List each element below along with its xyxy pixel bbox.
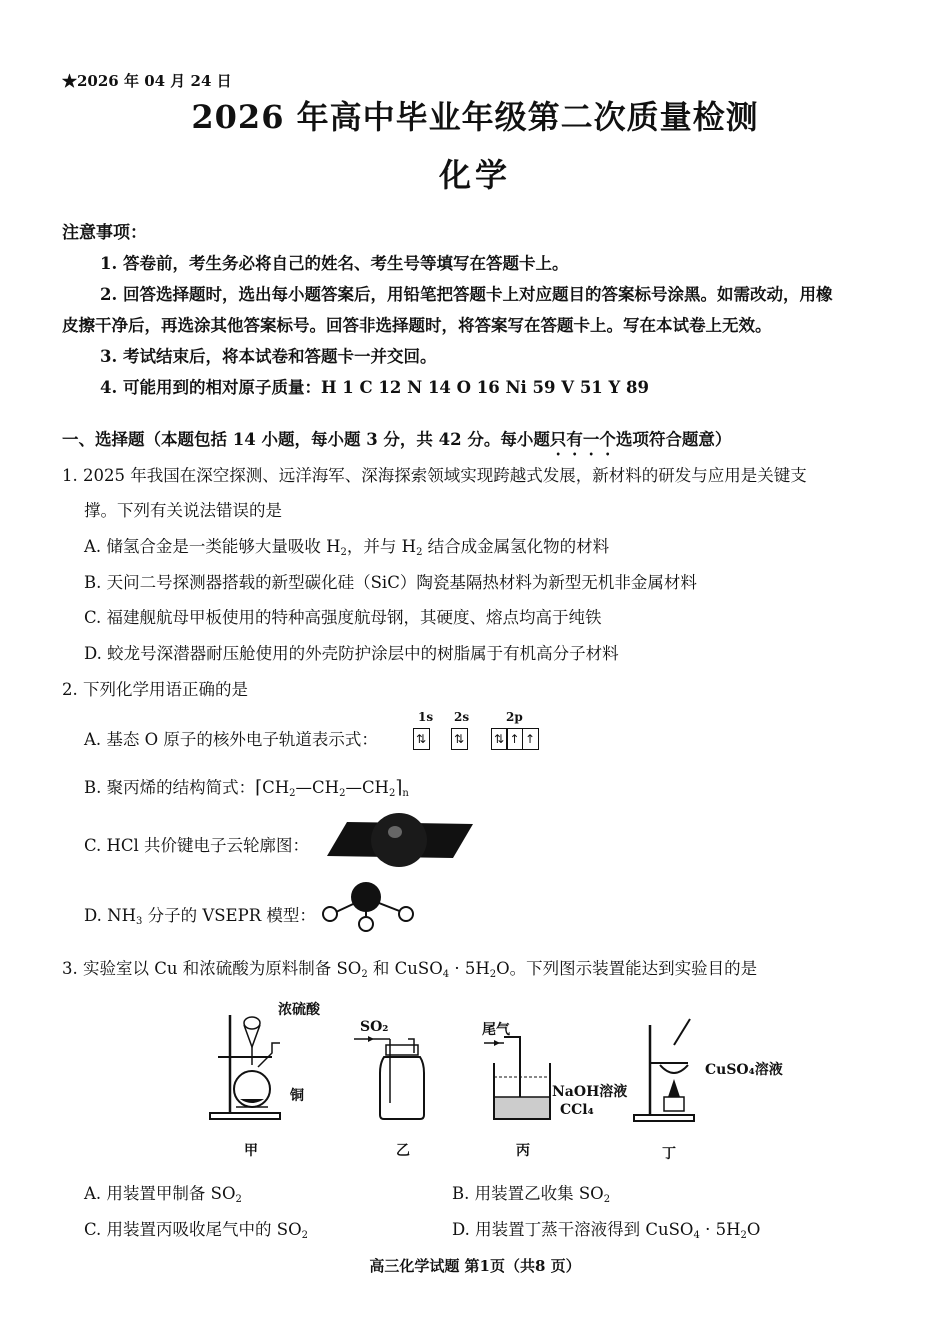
apparatus-name-jia: 甲 [244,1143,258,1159]
orbital-box-2p-1: ⇅ [491,728,508,750]
orbital-box-2p-2: ↑ [506,728,523,750]
subscript: 2 [489,969,497,980]
q1-option-d: D. 蛟龙号深潜器耐压舱使用的外壳防护涂层中的树脂属于有机高分子材料 [84,644,619,663]
exam-date: ★2026 年 04 月 24 日 [62,72,232,90]
subscript: 2 [235,1194,242,1205]
label-naoh: NaOH溶液 [552,1084,628,1100]
subscript: 2 [416,547,423,558]
subscript: 2 [289,788,296,799]
label-ccl4: CCl₄ [560,1102,594,1118]
apparatus-bing-icon [480,1033,560,1123]
subscript: 2 [361,969,368,980]
orbital-label-2s: 2s [454,710,470,724]
formula-part: CH [262,778,290,797]
notice-heading: 注意事项： [62,223,147,243]
subscript: 3 [135,916,143,927]
apparatus-name-yi: 乙 [396,1143,410,1159]
q2-option-b [84,774,409,799]
subscript: 2 [301,1230,308,1241]
q3-option-d [452,1216,760,1241]
notice-item-2a: 2. 回答选择题时，选出每小题答案后，用铅笔把答题卡上对应题目的答案标号涂黑。如需改动，用橡 [100,285,833,304]
subscript-n: n [402,788,409,799]
q3-option-b [452,1180,610,1205]
q3-stem-part3: · 5H [449,959,490,978]
apparatus-figure [200,995,800,1165]
q3-a-text: A. 用装置甲制备 SO [84,1184,236,1203]
apparatus-name-bing: 丙 [516,1143,530,1159]
q1-option-a [84,533,609,558]
q2-option-d [84,902,316,927]
q3-option-a [84,1180,242,1205]
formula-part: —CH [345,778,389,797]
page-footer: 高三化学试题 第1页（共8 页） [369,1257,581,1275]
q1-a-part3: 结合成金属氢化物的材料 [422,537,610,556]
apparatus-ding-icon [630,1005,710,1123]
q3-b-text: B. 用装置乙收集 SO [452,1184,604,1203]
orbital-diagram [412,710,562,756]
formula-part: —CH [295,778,340,797]
subscript: 2 [339,788,346,799]
subscript: 2 [740,1230,747,1241]
q3-c-text: C. 用装置丙吸收尾气中的 SO [84,1220,302,1239]
apparatus-yi-icon [350,1033,440,1123]
subscript: 2 [603,1194,611,1205]
q3-d-text-3: O [746,1220,761,1239]
q2-option-a: A. 基态 O 原子的核外电子轨道表示式： [84,730,378,749]
orbital-box-1s: ⇅ [413,728,430,750]
notice-item-1: 1. 答卷前，考生务必将自己的姓名、考生号等填写在答题卡上。 [100,254,569,273]
orbital-box-2p-3: ↑ [522,728,539,750]
q1-option-b: B. 天问二号探测器搭载的新型碳化硅（SiC）陶瓷基隔热材料为新型无机非金属材料 [84,573,697,592]
q1-stem-a: 1. 2025 年我国在深空探测、远洋海军、深海探索领域实现跨越式发展，新材料的研发与应用是关键支 [62,466,807,485]
label-so2: SO₂ [360,1019,389,1035]
subscript: 2 [340,547,347,558]
q1-a-part1: A. 储氢合金是一类能够大量吸收 H [84,537,341,556]
section-heading [62,426,731,459]
hcl-electron-cloud-icon [325,812,475,868]
exam-title: 2026 年高中毕业年级第二次质量检测 [191,98,759,136]
q3-d-text-1: D. 用装置丁蒸干溶液得到 CuSO [452,1220,694,1239]
q3-d-text-2: · 5H [699,1220,741,1239]
orbital-label-2p: 2p [506,710,523,724]
section-heading-b: 选项符合题意） [615,430,732,449]
q2-stem: 2. 下列化学用语正确的是 [62,680,248,699]
notice-item-4: 4. 可能用到的相对原子质量：H 1 C 12 N 14 O 16 Ni 59 V 51 Y 89 [100,378,650,397]
q3-stem-part4: O。下列图示装置能达到实验目的是 [496,959,758,978]
q1-option-c: C. 福建舰航母甲板使用的特种高强度航母钢，其硬度、熔点均高于纯铁 [84,608,602,627]
exam-subject: 化学 [438,156,511,194]
orbital-box-2s: ⇅ [451,728,468,750]
q2-d-part1: D. NH [84,906,136,925]
section-heading-emphasis: 只有一个 [549,430,616,449]
notice-item-2b: 皮擦干净后，再选涂其他答案标号。回答非选择题时，将答案写在答题卡上。写在本试卷上无效。 [62,316,772,335]
bracket-open-icon: ⌈ [255,777,263,798]
q3-stem [62,955,757,980]
q2-option-c: C. HCl 共价键电子云轮廓图： [84,836,310,855]
label-acid: 浓硫酸 [278,1002,320,1018]
subscript: 2 [388,788,396,799]
apparatus-name-ding: 丁 [662,1146,676,1162]
label-tail-gas: 尾气 [482,1022,510,1038]
label-cuso4-solution: CuSO₄溶液 [705,1062,783,1078]
section-heading-a: 一、选择题（本题包括 14 小题，每小题 3 分，共 42 分。每小题 [62,430,550,449]
q3-stem-part1: 3. 实验室以 Cu 和浓硫酸为原料制备 SO [62,959,362,978]
q1-a-part2: ，并与 H [346,537,417,556]
subscript: 4 [442,969,450,980]
q3-option-c [84,1216,308,1241]
vsepr-model-icon [318,880,418,932]
label-copper: 铜 [290,1088,304,1104]
q2-b-prefix: B. 聚丙烯的结构简式： [84,778,256,797]
bracket-close-icon: ⌉ [395,777,403,798]
subscript: 4 [693,1230,700,1241]
q3-stem-part2: 和 CuSO [367,959,443,978]
notice-item-3: 3. 考试结束后，将本试卷和答题卡一并交回。 [100,347,437,366]
q2-d-part2: 分子的 VSEPR 模型： [142,906,316,925]
orbital-label-1s: 1s [418,710,434,724]
q1-stem-b: 撑。下列有关说法错误的是 [84,501,282,520]
